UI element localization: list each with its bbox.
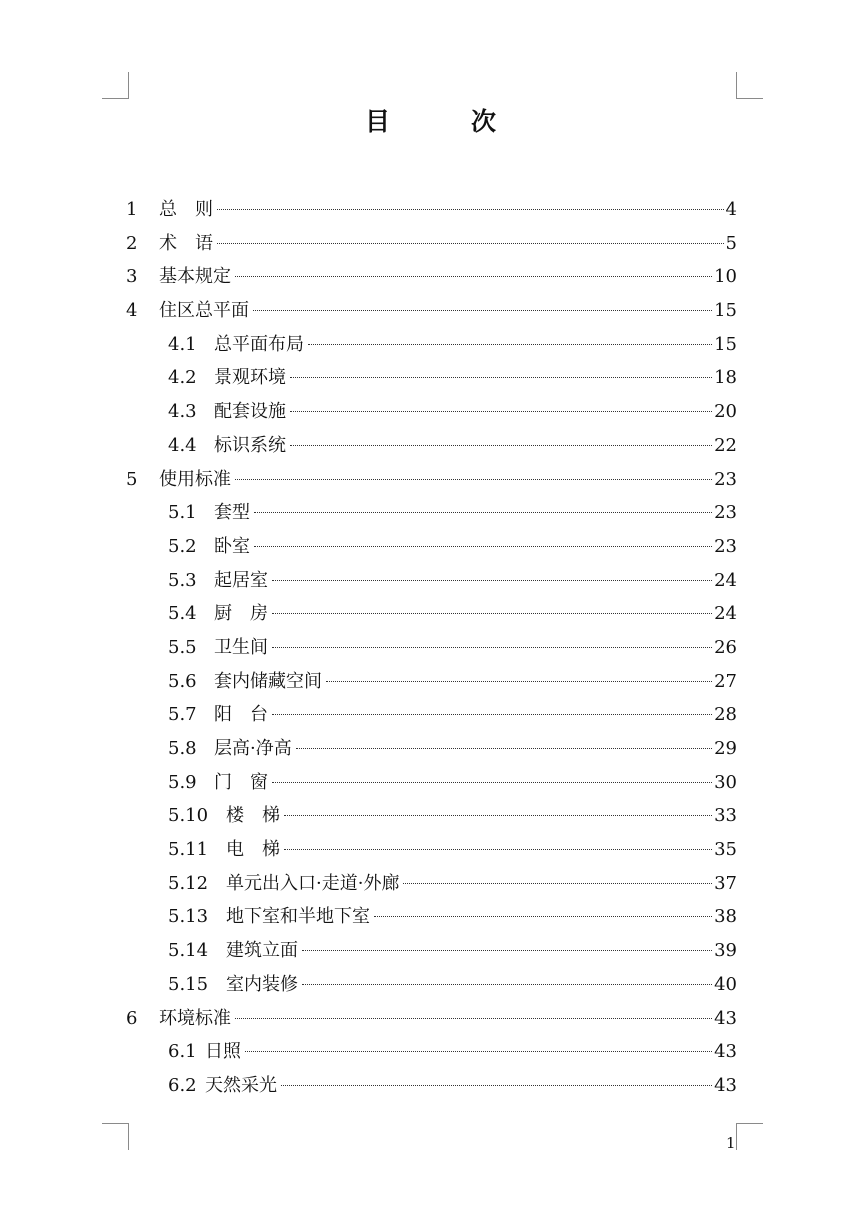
toc-entry[interactable] bbox=[126, 867, 737, 901]
toc-entry-number: 4.2 bbox=[168, 367, 197, 389]
toc-dot-leader bbox=[272, 580, 712, 581]
toc-entry-page: 43 bbox=[714, 1007, 737, 1029]
toc-entry-number: 5.10 bbox=[168, 805, 209, 827]
toc-entry-page: 26 bbox=[714, 636, 737, 658]
toc-entry-label: 地下室和半地下室 bbox=[226, 906, 370, 928]
toc-entry-page: 4 bbox=[725, 199, 737, 220]
toc-dot-leader bbox=[302, 950, 712, 951]
toc-entry-page: 23 bbox=[714, 468, 737, 490]
toc-dot-leader bbox=[272, 647, 712, 648]
toc-entry-label: 天然采光 bbox=[205, 1074, 277, 1096]
toc-entry-label: 环境标准 bbox=[159, 1007, 231, 1029]
toc-entry-number: 4 bbox=[126, 300, 138, 322]
toc-entry-number: 5.1 bbox=[168, 502, 197, 524]
toc-entry-number: 5 bbox=[126, 468, 138, 490]
toc-dot-leader bbox=[217, 243, 724, 244]
toc-entry-page: 33 bbox=[714, 805, 737, 827]
toc-entry[interactable] bbox=[126, 463, 737, 497]
toc-entry[interactable] bbox=[126, 833, 737, 867]
toc-entry-page: 37 bbox=[714, 872, 737, 894]
toc-dot-leader bbox=[284, 849, 712, 850]
toc-entry-number: 6.1 bbox=[168, 1041, 197, 1063]
toc-entry[interactable] bbox=[126, 1035, 737, 1069]
toc-entry-label: 电 梯 bbox=[226, 839, 280, 861]
crop-mark-top-right bbox=[736, 72, 763, 99]
toc-entry[interactable] bbox=[126, 665, 737, 699]
crop-mark-top-left bbox=[102, 72, 129, 99]
toc-dot-leader bbox=[235, 276, 712, 277]
toc-entry-page: 18 bbox=[714, 367, 737, 389]
toc-entry-page: 43 bbox=[714, 1041, 737, 1063]
toc-entry-number: 6.2 bbox=[168, 1074, 197, 1096]
toc-entry[interactable] bbox=[126, 361, 737, 395]
toc-entry[interactable] bbox=[126, 328, 737, 362]
toc-dot-leader bbox=[253, 310, 712, 311]
toc-entry[interactable] bbox=[126, 530, 737, 564]
toc-dot-leader bbox=[272, 613, 712, 614]
toc-dot-leader bbox=[403, 883, 712, 884]
toc-entry-label: 使用标准 bbox=[159, 468, 231, 490]
toc-entry-label: 卧室 bbox=[214, 535, 250, 557]
toc-entry-number: 5.5 bbox=[168, 636, 197, 658]
toc-entry-label: 住区总平面 bbox=[159, 300, 249, 322]
toc-entry-number: 5.7 bbox=[168, 704, 197, 726]
toc-entry[interactable] bbox=[126, 698, 737, 732]
toc-entry-page: 27 bbox=[714, 670, 737, 692]
toc-entry-number: 1 bbox=[126, 199, 138, 220]
toc-entry-page: 39 bbox=[714, 940, 737, 962]
toc-entry-number: 5.12 bbox=[168, 872, 209, 894]
toc-entry-label: 卫生间 bbox=[214, 636, 268, 658]
toc-entry-label: 基本规定 bbox=[159, 266, 231, 288]
toc-entry-page: 43 bbox=[714, 1074, 737, 1096]
toc-entry-number: 2 bbox=[126, 232, 138, 254]
toc-entry-label: 总平面布局 bbox=[214, 333, 304, 355]
toc-dot-leader bbox=[217, 209, 724, 210]
toc-entry-page: 24 bbox=[714, 603, 737, 625]
toc-entry[interactable] bbox=[126, 1002, 737, 1036]
toc-entry-page: 40 bbox=[714, 973, 737, 995]
toc-entry-label: 门 窗 bbox=[214, 771, 268, 793]
toc-dot-leader bbox=[326, 681, 712, 682]
table-of-contents bbox=[126, 193, 737, 1103]
toc-dot-leader bbox=[302, 984, 712, 985]
toc-entry-page: 24 bbox=[714, 569, 737, 591]
toc-dot-leader bbox=[284, 815, 712, 816]
toc-dot-leader bbox=[374, 916, 712, 917]
toc-entry-label: 景观环境 bbox=[214, 367, 286, 389]
toc-entry-number: 5.4 bbox=[168, 603, 197, 625]
toc-entry-label: 厨 房 bbox=[214, 603, 268, 625]
crop-mark-bottom-left bbox=[102, 1123, 129, 1150]
toc-entry-page: 23 bbox=[714, 535, 737, 557]
crop-mark-bottom-right bbox=[736, 1123, 763, 1150]
toc-entry-number: 5.11 bbox=[168, 839, 209, 861]
toc-entry[interactable] bbox=[126, 766, 737, 800]
toc-entry-label: 建筑立面 bbox=[226, 940, 298, 962]
toc-dot-leader bbox=[254, 546, 712, 547]
toc-entry[interactable] bbox=[126, 429, 737, 463]
toc-entry-number: 4.3 bbox=[168, 401, 197, 423]
toc-entry[interactable] bbox=[126, 395, 737, 429]
toc-dot-leader bbox=[272, 714, 712, 715]
toc-entry-label: 日照 bbox=[205, 1041, 241, 1063]
toc-entry-page: 15 bbox=[714, 300, 737, 322]
toc-dot-leader bbox=[235, 479, 712, 480]
toc-entry[interactable] bbox=[126, 564, 737, 598]
toc-entry-label: 楼 梯 bbox=[226, 805, 280, 827]
toc-entry-number: 5.6 bbox=[168, 670, 197, 692]
toc-entry-number: 5.2 bbox=[168, 535, 197, 557]
toc-entry[interactable] bbox=[126, 597, 737, 631]
toc-entry[interactable] bbox=[126, 900, 737, 934]
toc-entry-number: 5.9 bbox=[168, 771, 197, 793]
toc-dot-leader bbox=[272, 782, 712, 783]
toc-entry[interactable] bbox=[126, 193, 737, 227]
toc-entry[interactable] bbox=[126, 1069, 737, 1103]
toc-entry-label: 室内装修 bbox=[226, 973, 298, 995]
toc-entry-number: 3 bbox=[126, 266, 138, 288]
toc-entry-page: 15 bbox=[714, 333, 737, 355]
toc-dot-leader bbox=[235, 1018, 712, 1019]
toc-entry-number: 5.8 bbox=[168, 738, 197, 759]
toc-entry-number: 6 bbox=[126, 1007, 138, 1029]
toc-entry[interactable] bbox=[126, 732, 737, 766]
toc-entry-page: 30 bbox=[714, 771, 737, 793]
toc-entry-label: 套型 bbox=[214, 502, 250, 524]
toc-entry-number: 4.4 bbox=[168, 434, 197, 456]
toc-entry-number: 5.13 bbox=[168, 906, 209, 928]
toc-entry[interactable] bbox=[126, 631, 737, 665]
toc-entry[interactable] bbox=[126, 496, 737, 530]
toc-entry-label: 层高·净高 bbox=[214, 738, 292, 759]
toc-dot-leader bbox=[290, 445, 712, 446]
toc-entry[interactable] bbox=[126, 260, 737, 294]
toc-entry[interactable] bbox=[126, 934, 737, 968]
toc-dot-leader bbox=[290, 411, 712, 412]
toc-dot-leader bbox=[281, 1085, 712, 1086]
toc-entry-page: 29 bbox=[714, 738, 737, 759]
toc-dot-leader bbox=[254, 512, 712, 513]
toc-entry-label: 套内储藏空间 bbox=[214, 670, 322, 692]
toc-entry[interactable] bbox=[126, 968, 737, 1002]
toc-entry-page: 35 bbox=[714, 839, 737, 861]
toc-entry-page: 38 bbox=[714, 906, 737, 928]
toc-entry-page: 5 bbox=[725, 232, 737, 254]
toc-entry[interactable] bbox=[126, 799, 737, 833]
toc-entry-page: 22 bbox=[714, 434, 737, 456]
toc-entry-label: 术 语 bbox=[159, 232, 213, 254]
toc-entry-number: 5.15 bbox=[168, 973, 209, 995]
page-title: 目 次 bbox=[364, 107, 524, 136]
toc-entry-label: 总 则 bbox=[159, 199, 213, 220]
toc-dot-leader bbox=[290, 377, 712, 378]
toc-entry-number: 5.14 bbox=[168, 940, 209, 962]
toc-entry-page: 28 bbox=[714, 704, 737, 726]
toc-entry-label: 起居室 bbox=[214, 569, 268, 591]
toc-entry-number: 4.1 bbox=[168, 333, 197, 355]
toc-dot-leader bbox=[296, 748, 712, 749]
toc-entry-label: 单元出入口·走道·外廊 bbox=[226, 872, 400, 894]
toc-entry-page: 23 bbox=[714, 502, 737, 524]
toc-entry-number: 5.3 bbox=[168, 569, 197, 591]
toc-dot-leader bbox=[245, 1051, 712, 1052]
toc-entry-label: 标识系统 bbox=[214, 434, 286, 456]
toc-dot-leader bbox=[308, 344, 712, 345]
toc-entry-page: 10 bbox=[714, 266, 737, 288]
page-number: 1 bbox=[726, 1134, 736, 1152]
toc-entry[interactable] bbox=[126, 227, 737, 261]
toc-entry[interactable] bbox=[126, 294, 737, 328]
toc-entry-label: 阳 台 bbox=[214, 704, 268, 726]
toc-entry-page: 20 bbox=[714, 401, 737, 423]
toc-entry-label: 配套设施 bbox=[214, 401, 286, 423]
